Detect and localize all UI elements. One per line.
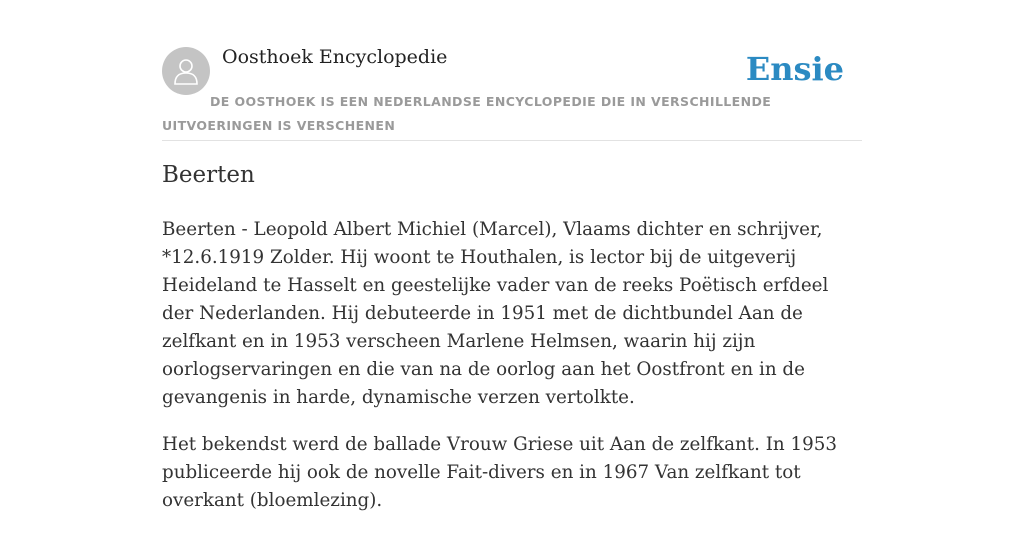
article-paragraph: Beerten - Leopold Albert Michiel (Marcel), Vlaams dichter en schrijver, *12.6.1919 Zolder. Hij woont te Houthalen, is lector bij de uitgeverij Heideland te Hasselt en geestelijke vader van de reeks Poëtisch erfdeel der Nederlanden. Hij debuteerde in 1951 met de dichtbundel Aan de zelfkant en in 1953 verscheen Marlene Helmsen, waarin hij zijn oorlogservaringen en die van na de oorlog aan het Oostfront en in de gevangenis in harde, dynamische verzen vertolkte. xyxy=(162,219,829,408)
article-title: Beerten xyxy=(162,162,255,188)
header xyxy=(162,0,862,141)
article-body xyxy=(162,216,862,534)
user-icon xyxy=(173,57,199,85)
source-name[interactable]: Oosthoek Encyclopedie xyxy=(222,46,448,68)
article-paragraph: Het bekendst werd de ballade Vrouw Griese uit Aan de zelfkant. In 1953 publiceerde hij ook de novelle Fait-divers en in 1967 Van zelfkant tot overkant (bloemlezing). xyxy=(162,434,838,511)
source-tagline: DE OOSTHOEK IS EEN NEDERLANDSE ENCYCLOPEDIE DIE IN VERSCHILLENDE UITVOERINGEN IS VERSCHENEN xyxy=(162,94,772,133)
brand-logo[interactable]: Ensie xyxy=(745,50,844,88)
page xyxy=(162,0,862,511)
avatar[interactable] xyxy=(162,47,210,95)
